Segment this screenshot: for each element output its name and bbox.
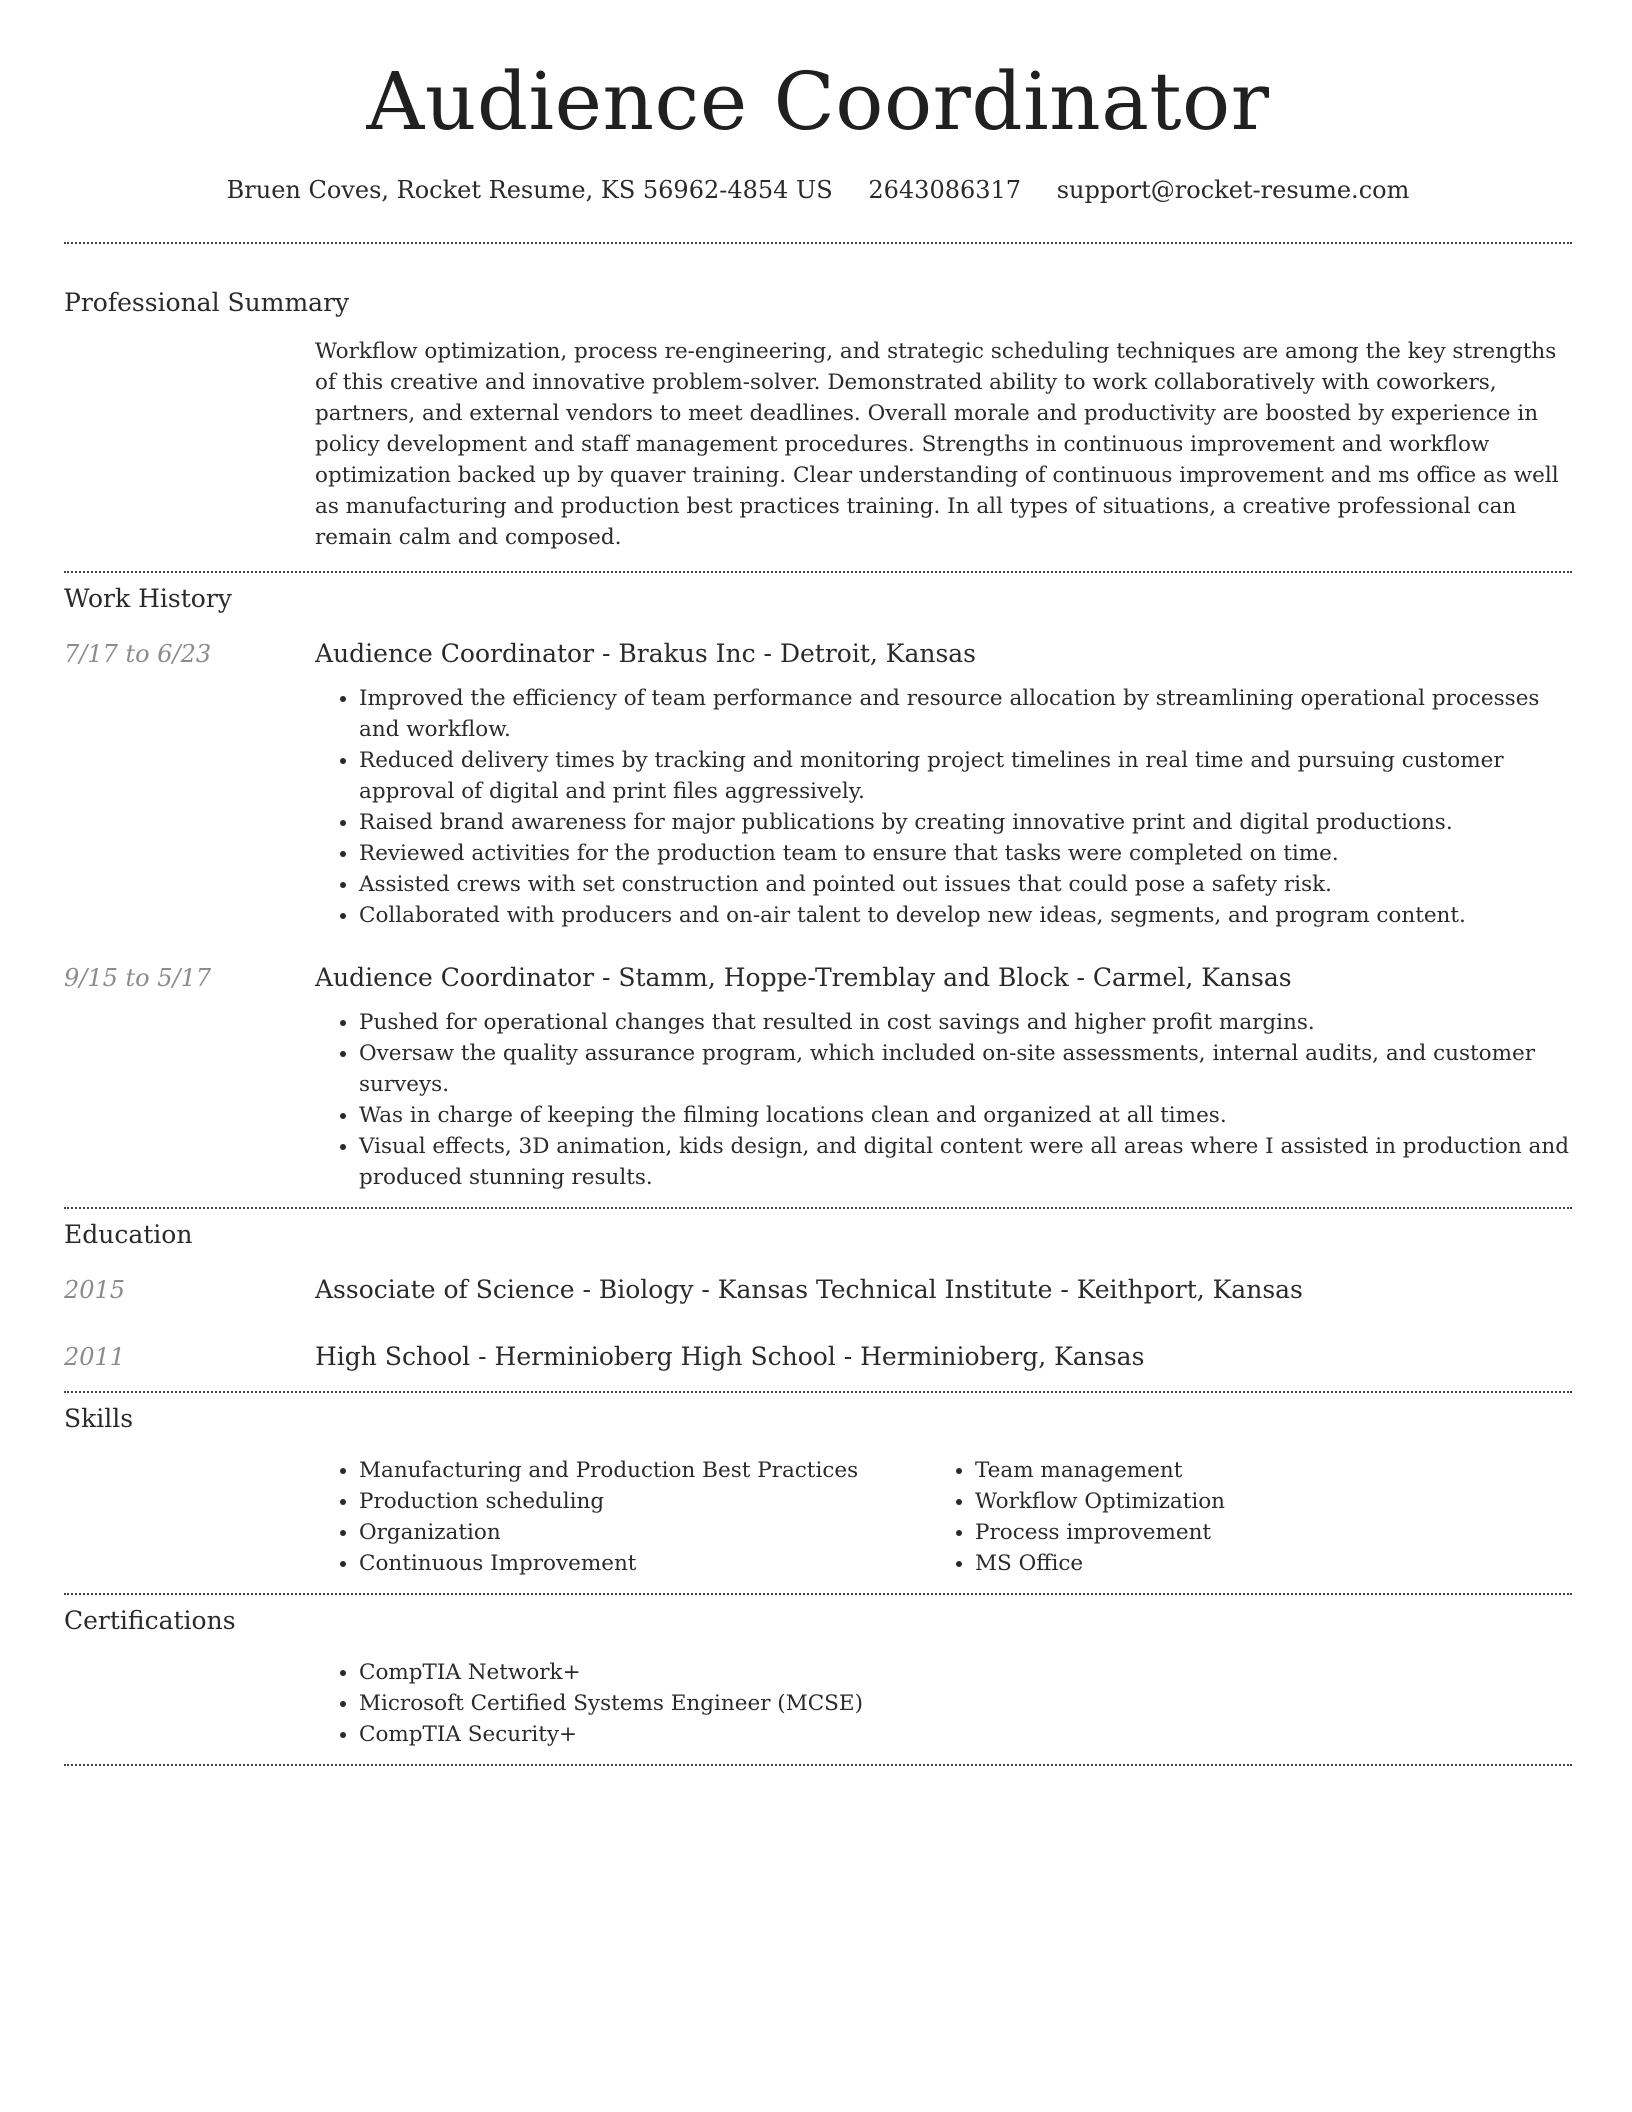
divider	[64, 1207, 1572, 1209]
education-detail: High School - Herminioberg High School - Herminioberg, Kansas	[315, 1342, 1145, 1371]
education-section-title: Education	[64, 1220, 193, 1249]
summary-row	[64, 336, 1572, 553]
skills-list-left	[315, 1455, 931, 1579]
skill-item: • Process improvement	[975, 1517, 1547, 1548]
summary-section-title: Professional Summary	[64, 288, 350, 317]
certification-item: • CompTIA Security+	[359, 1719, 1572, 1750]
job-heading: Audience Coordinator - Stamm, Hoppe-Tremblay and Block - Carmel, Kansas	[315, 963, 1292, 992]
job-entry	[64, 637, 1572, 931]
skill-item: • Production scheduling	[359, 1486, 931, 1517]
divider	[64, 571, 1572, 573]
certifications-list	[315, 1657, 1572, 1750]
job-bullet: • Improved the efficiency of team performance and resource allocation by streamlining operational processes and workflow.	[359, 683, 1572, 745]
divider	[64, 242, 1572, 244]
skills-section-title: Skills	[64, 1404, 134, 1433]
skill-item: • Organization	[359, 1517, 931, 1548]
job-bullet: • Reviewed activities for the production team to ensure that tasks were completed on time.	[359, 838, 1572, 869]
contact-phone: 2643086317	[868, 176, 1022, 204]
job-dates: 9/15 to 5/17	[64, 964, 212, 992]
skill-item: • Workflow Optimization	[975, 1486, 1547, 1517]
job-bullet: • Assisted crews with set construction and pointed out issues that could pose a safety risk.	[359, 869, 1572, 900]
certifications-left-spacer	[64, 1657, 315, 1750]
skill-item: • Manufacturing and Production Best Practices	[359, 1455, 931, 1486]
job-details	[315, 961, 1572, 1193]
job-bullets	[315, 1007, 1572, 1193]
job-bullet: • Visual effects, 3D animation, kids design, and digital content were all areas where I assisted in production and produced stunning results.	[359, 1131, 1572, 1193]
skill-item: • Continuous Improvement	[359, 1548, 931, 1579]
contact-line	[64, 172, 1572, 208]
job-bullet: • Was in charge of keeping the filming locations clean and organized at all times.	[359, 1100, 1572, 1131]
divider	[64, 1764, 1572, 1766]
job-bullet: • Reduced delivery times by tracking and monitoring project timelines in real time and pursuing customer approval of digital and print files aggressively.	[359, 745, 1572, 807]
education-entry	[64, 1340, 1572, 1374]
job-bullets	[315, 683, 1572, 931]
skill-item: • MS Office	[975, 1548, 1547, 1579]
job-bullet: • Oversaw the quality assurance program, which included on-site assessments, internal audits, and customer surveys.	[359, 1038, 1572, 1100]
skill-item: • Team management	[975, 1455, 1547, 1486]
contact-email: support@rocket-resume.com	[1056, 176, 1410, 204]
job-heading: Audience Coordinator - Brakus Inc - Detroit, Kansas	[315, 639, 977, 668]
summary-left-spacer	[64, 336, 315, 553]
skills-left-spacer	[64, 1455, 315, 1579]
certification-item: • CompTIA Network+	[359, 1657, 1572, 1688]
education-year: 2015	[64, 1276, 126, 1304]
job-details	[315, 637, 1572, 931]
certifications-row	[64, 1657, 1572, 1750]
summary-text: Workflow optimization, process re-engineering, and strategic scheduling techniques are among the key strengths of this creative and innovative problem-solver. Demonstrated ability to work collaboratively with coworkers, partners, and external vendors to meet deadlines. Overall morale and productivity are boosted by experience in policy development and staff management procedures. Strengths in continuous improvement and workflow optimization backed up by quaver training. Clear understanding of continuous improvement and ms office as well as manufacturing and production best practices training. In all types of situations, a creative professional can remain calm and composed.	[315, 339, 1559, 550]
certification-item: • Microsoft Certified Systems Engineer (MCSE)	[359, 1688, 1572, 1719]
contact-address: Bruen Coves, Rocket Resume, KS 56962-4854 US	[226, 176, 833, 204]
education-entry	[64, 1273, 1572, 1307]
education-year: 2011	[64, 1343, 126, 1371]
job-bullet: • Raised brand awareness for major publications by creating innovative print and digital productions.	[359, 807, 1572, 838]
job-bullet: • Pushed for operational changes that resulted in cost savings and higher profit margins.	[359, 1007, 1572, 1038]
candidate-name: Audience Coordinator	[366, 55, 1270, 148]
job-entry	[64, 961, 1572, 1193]
job-bullet: • Collaborated with producers and on-air talent to develop new ideas, segments, and program content.	[359, 900, 1572, 931]
skills-columns	[315, 1455, 1572, 1579]
resume-page	[64, 0, 1572, 1766]
divider	[64, 1391, 1572, 1393]
education-detail: Associate of Science - Biology - Kansas Technical Institute - Keithport, Kansas	[315, 1275, 1303, 1304]
certifications-section-title: Certifications	[64, 1606, 236, 1635]
skills-row	[64, 1455, 1572, 1579]
work-section-title: Work History	[64, 584, 232, 613]
divider	[64, 1593, 1572, 1595]
skills-list-right	[931, 1455, 1547, 1579]
certifications-list-wrap	[315, 1657, 1572, 1750]
job-dates: 7/17 to 6/23	[64, 640, 212, 668]
